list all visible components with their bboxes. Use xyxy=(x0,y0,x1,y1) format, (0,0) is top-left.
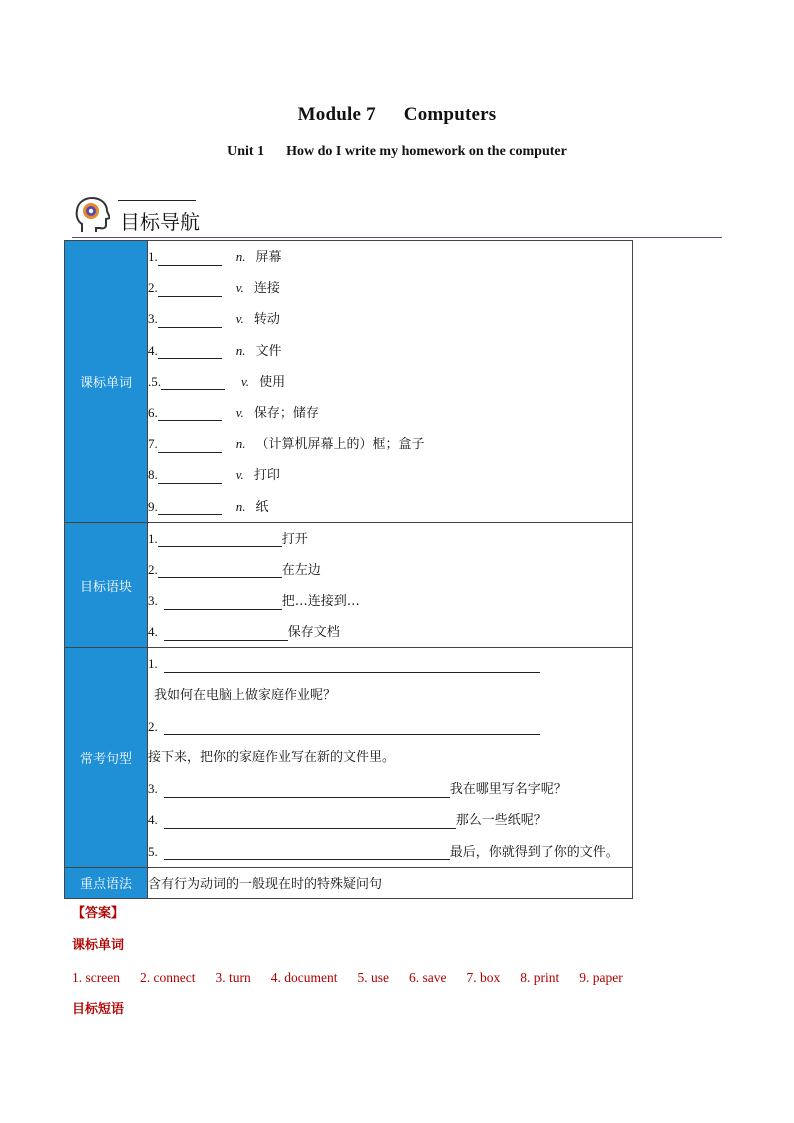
item-meaning: 转动 xyxy=(253,312,280,328)
answer-blank xyxy=(164,657,540,673)
answer-blank xyxy=(158,468,222,484)
item-meaning: 最后，你就得到了你的文件。 xyxy=(449,844,619,860)
answer-blank xyxy=(158,250,222,266)
answer-word: 7. box xyxy=(466,970,501,985)
sentence-item xyxy=(148,773,632,804)
item-meaning: 文件 xyxy=(255,343,282,359)
grammar-body xyxy=(148,867,633,898)
answer-blank xyxy=(164,813,456,829)
category-sentences: 常考句型 xyxy=(65,648,148,867)
answer-blank xyxy=(158,531,282,547)
item-number: .5. xyxy=(148,373,161,389)
vocab-item xyxy=(148,428,632,459)
sentence-item xyxy=(148,648,632,679)
phrases-section xyxy=(65,522,633,648)
answer-word: 3. turn xyxy=(215,970,251,985)
answer-word: 1. screen xyxy=(72,970,120,985)
grammar-text: 含有行为动词的一般现在时的特殊疑问句 xyxy=(148,877,383,893)
item-meaning: 在左边 xyxy=(281,562,321,578)
answer-blank xyxy=(164,719,540,735)
header-overline xyxy=(118,200,196,201)
phrase-item xyxy=(148,523,632,554)
item-number: 5. xyxy=(148,843,158,859)
answer-blank xyxy=(158,562,282,578)
item-number: 4. xyxy=(148,342,158,358)
part-of-speech: n. xyxy=(235,436,246,452)
answer-word: 5. use xyxy=(357,970,389,985)
phrases-body xyxy=(148,522,633,648)
vocab-item xyxy=(148,459,632,490)
unit-name: How do I write my homework on the computer xyxy=(286,144,567,159)
goals-table xyxy=(64,240,633,899)
item-meaning: 那么一些纸呢？ xyxy=(455,813,547,829)
answer-blank xyxy=(158,343,222,359)
answer-word: 9. paper xyxy=(579,970,623,985)
sentences-body xyxy=(148,648,633,867)
unit-title xyxy=(0,144,794,160)
phrase-item xyxy=(148,616,632,647)
item-number: 2. xyxy=(148,280,158,296)
item-number: 7. xyxy=(148,436,158,452)
answer-word: 2. connect xyxy=(139,970,196,985)
section-title: 目标导航 xyxy=(120,210,200,234)
answer-blank xyxy=(164,594,282,610)
part-of-speech: n. xyxy=(235,342,246,358)
phrase-item xyxy=(148,585,632,616)
category-grammar: 重点语法 xyxy=(65,867,148,898)
sentence-item xyxy=(148,836,632,867)
answer-blank xyxy=(158,405,222,421)
item-number: 1. xyxy=(148,530,158,546)
module-name: Computers xyxy=(403,104,497,125)
sentence-translation: 接下来，把你的家庭作业写在新的文件里。 xyxy=(148,750,396,765)
item-meaning: 纸 xyxy=(255,499,269,515)
item-number: 4. xyxy=(148,624,158,640)
item-number: 4. xyxy=(148,812,158,828)
item-number: 8. xyxy=(148,467,158,483)
vocab-item xyxy=(148,241,632,272)
vocab-section xyxy=(65,241,633,523)
sentence-item xyxy=(148,711,632,742)
item-meaning: 把…连接到… xyxy=(281,594,360,610)
item-meaning: 保存文档 xyxy=(287,625,340,641)
answer-blank xyxy=(164,844,450,860)
vocab-item xyxy=(148,272,632,303)
answer-blank xyxy=(164,625,288,641)
part-of-speech: n. xyxy=(235,498,246,514)
part-of-speech: v. xyxy=(235,467,244,483)
category-phrases: 目标语块 xyxy=(65,522,148,648)
item-number: 3. xyxy=(148,781,158,797)
answer-blank xyxy=(158,437,222,453)
item-meaning: 打开 xyxy=(281,531,308,547)
answers-section xyxy=(72,904,732,1024)
answer-blank xyxy=(158,281,222,297)
vocab-item xyxy=(148,303,632,334)
header-rule xyxy=(72,237,722,238)
item-number: 3. xyxy=(148,311,158,327)
answer-word: 8. print xyxy=(520,970,560,985)
vocab-item xyxy=(148,366,632,397)
answer-word: 6. save xyxy=(408,970,447,985)
vocab-body xyxy=(148,241,633,523)
item-meaning: 使用 xyxy=(259,374,286,390)
item-number: 3. xyxy=(148,593,158,609)
vocab-item xyxy=(148,397,632,428)
item-meaning: 连接 xyxy=(253,281,280,297)
answer-blank xyxy=(158,312,222,328)
item-meaning: （计算机屏幕上的）框；盒子 xyxy=(255,437,425,453)
answer-blank xyxy=(158,499,222,515)
answers-vocab-list xyxy=(72,968,732,1000)
item-number: 2. xyxy=(148,718,158,734)
module-number: Module 7 xyxy=(297,104,376,125)
phrase-item xyxy=(148,554,632,585)
item-meaning: 保存；储存 xyxy=(253,405,319,421)
category-vocab: 课标单词 xyxy=(65,241,148,523)
vocab-item xyxy=(148,491,632,522)
answers-phrases-label: 目标短语 xyxy=(72,1002,125,1017)
part-of-speech: v. xyxy=(241,373,250,389)
grammar-section xyxy=(65,867,633,898)
sentences-section xyxy=(65,648,633,867)
part-of-speech: v. xyxy=(235,280,244,296)
item-number: 9. xyxy=(148,498,158,514)
item-meaning: 打印 xyxy=(253,468,280,484)
answer-blank xyxy=(161,374,225,390)
answers-vocab-label: 课标单词 xyxy=(72,938,125,953)
section-header xyxy=(72,196,724,240)
head-brain-icon xyxy=(74,196,110,236)
unit-number: Unit 1 xyxy=(227,144,265,159)
sentence-translation: 我如何在电脑上做家庭作业呢？ xyxy=(154,687,337,703)
answer-word: 4. document xyxy=(270,970,338,985)
item-meaning: 我在哪里写名字呢？ xyxy=(449,782,567,798)
sentence-item xyxy=(148,804,632,835)
answers-label: 【答案】 xyxy=(72,906,125,921)
module-title xyxy=(0,104,794,126)
part-of-speech: v. xyxy=(235,404,244,420)
answer-blank xyxy=(164,782,450,798)
part-of-speech: n. xyxy=(235,249,246,264)
item-number: 2. xyxy=(148,561,158,577)
part-of-speech: v. xyxy=(235,311,244,327)
item-number: 1. xyxy=(148,656,158,672)
item-number: 1. xyxy=(148,249,158,264)
item-meaning: 屏幕 xyxy=(255,250,282,265)
item-number: 6. xyxy=(148,404,158,420)
vocab-item xyxy=(148,335,632,366)
